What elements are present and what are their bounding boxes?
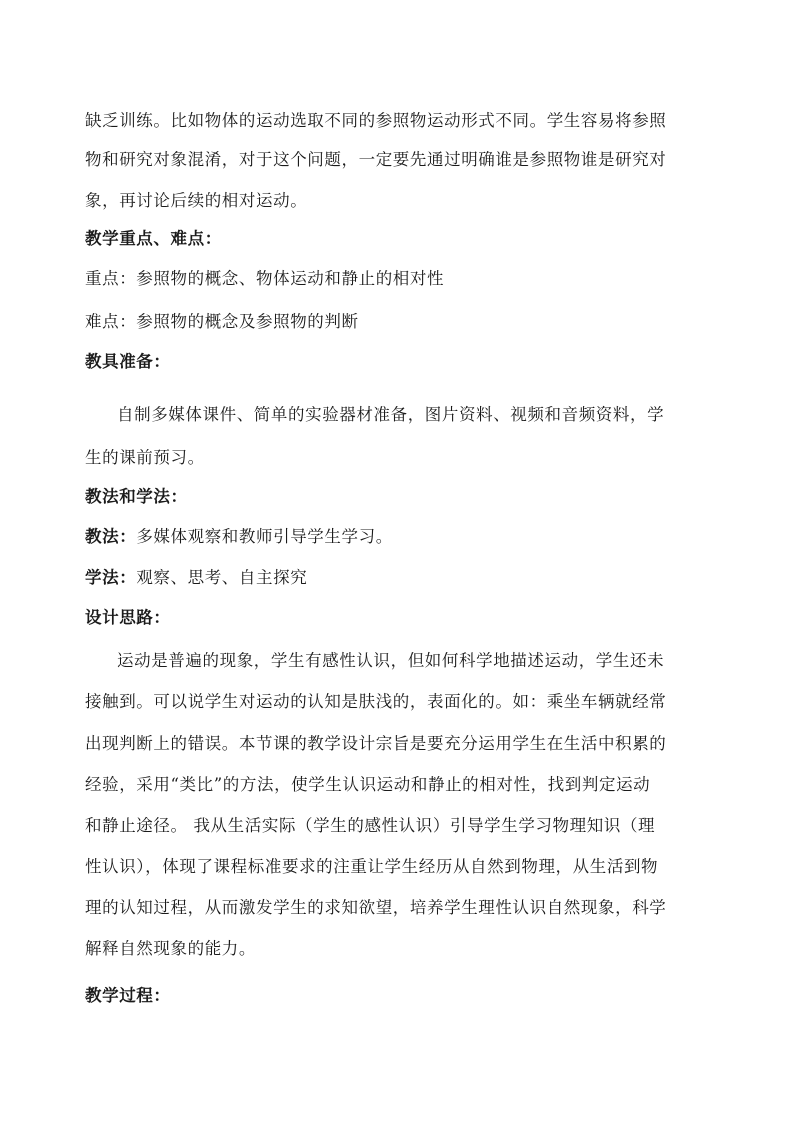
- learning-method-text: 观察、思考、自主探究: [136, 568, 308, 587]
- design-line-8: 解释自然现象的能力。: [85, 939, 256, 958]
- learning-method: [85, 568, 715, 588]
- learning-method-label: 学法：: [85, 568, 137, 587]
- intro-line-3: 象，再讨论后续的相对运动。: [85, 191, 308, 210]
- design-line-6: 性认识），体现了课程标准要求的注重让学生经历从自然到物理，从生活到物: [85, 857, 659, 876]
- design-line-4: 经验，采用“类比”的方法，使学生认识运动和静止的相对性，找到判定运动: [85, 775, 651, 794]
- design-line-7: 理的认知过程，从而激发学生的求知欲望，培养学生理性认识自然现象，科学: [85, 898, 667, 917]
- design-line-2: 接触到。可以说学生对运动的认知是肤浅的，表面化的。如：乘坐车辆就经常: [85, 692, 667, 711]
- teaching-method: [85, 527, 715, 547]
- key-point-text: 重点：参照物的概念、物体运动和静止的相对性: [85, 269, 445, 288]
- teaching-method-text: 多媒体观察和教师引导学生学习。: [136, 527, 393, 546]
- difficult-point-text: 难点：参照物的概念及参照物的判断: [85, 312, 359, 331]
- methods-heading: 教法和学法：: [85, 487, 188, 506]
- teaching-method-label: 教法：: [85, 527, 137, 546]
- materials-line-1: 自制多媒体课件、简单的实验器材准备，图片资料、视频和音频资料，学: [117, 405, 665, 424]
- intro-line-2: 物和研究对象混淆，对于这个问题，一定要先通过明确谁是参照物谁是研究对: [85, 150, 667, 169]
- design-line-1: 运动是普遍的现象，学生有感性认识，但如何科学地描述运动，学生还未: [117, 651, 665, 670]
- design-heading: 设计思路：: [85, 608, 171, 627]
- key-points-heading: 教学重点、难点：: [85, 229, 222, 248]
- intro-line-1: 缺乏训练。比如物体的运动选取不同的参照物运动形式不同。学生容易将参照: [85, 111, 667, 130]
- materials-heading: 教具准备：: [85, 352, 171, 371]
- materials-line-2: 生的课前预习。: [85, 448, 205, 467]
- design-line-5: 和静止途径。 我从生活实际（学生的感性认识）引导学生学习物理知识（理: [85, 816, 656, 835]
- process-heading: 教学过程：: [85, 986, 171, 1005]
- design-line-3: 出现判断上的错误。本节课的教学设计宗旨是要充分运用学生在生活中积累的: [85, 734, 667, 753]
